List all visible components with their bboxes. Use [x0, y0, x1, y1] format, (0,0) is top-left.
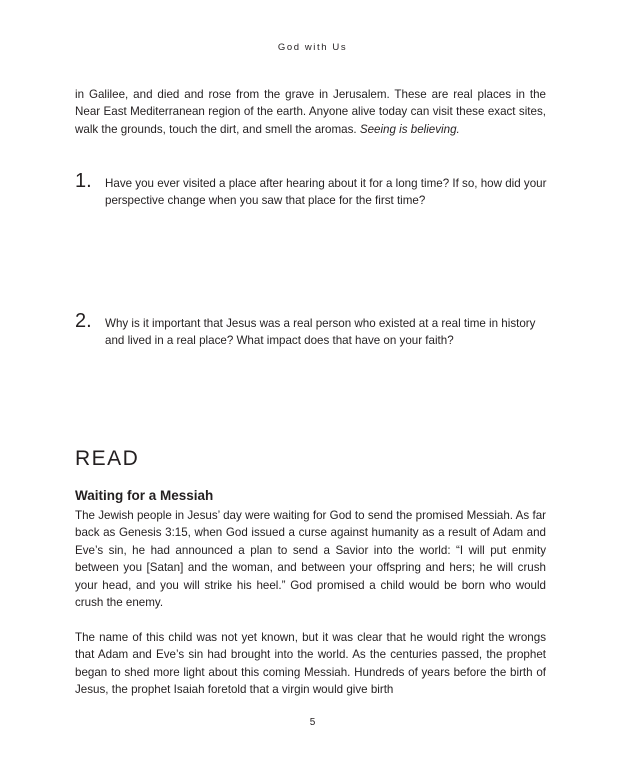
intro-paragraph	[75, 86, 546, 138]
intro-text: in Galilee, and died and rose from the grave in Jerusalem. These are real places in the Near East Mediterranean region of the earth. Anyone alive today can visit these exact sites, walk the grounds, touch the dirt, and smell the aromas.	[75, 88, 546, 136]
section-title: READ	[75, 447, 140, 470]
body-paragraph-1: The Jewish people in Jesus’ day were waiting for God to send the promised Messiah. As far back as Genesis 3:15, when God issued a curse against humanity as a result of Adam and Eve’s sin, he had announced a plan to send a Savior into the world: “I will put enmity between you [Satan] and the woman, and between your offspring and hers; he will crush your head, and you will strike his heel.” God promised a child would be born who would crush the enemy.	[75, 509, 546, 610]
question-text: Why is it important that Jesus was a real person who existed at a real time in history and lived in a real place? What impact does that have on your faith?	[105, 317, 536, 348]
section-subheading: Waiting for a Messiah	[75, 488, 214, 503]
page-number: 5	[309, 717, 316, 728]
question-number: 1.	[75, 170, 92, 192]
question-2	[75, 310, 547, 350]
running-head: God with Us	[277, 42, 348, 53]
question-1	[75, 170, 547, 210]
question-text: Have you ever visited a place after hearing about it for a long time? If so, how did your perspective change when you saw that place for the first time?	[105, 177, 547, 208]
body-paragraph-2: The name of this child was not yet known, but it was clear that he would right the wrongs that Adam and Eve’s sin had brought into the world. As the centuries passed, the prophet began to shed more light about this coming Messiah. Hundreds of years before the birth of Jesus, the prophet Isaiah foretold that a virgin would give birth	[75, 631, 546, 697]
intro-emphasis: Seeing is believing.	[359, 122, 460, 136]
question-number: 2.	[75, 310, 92, 332]
